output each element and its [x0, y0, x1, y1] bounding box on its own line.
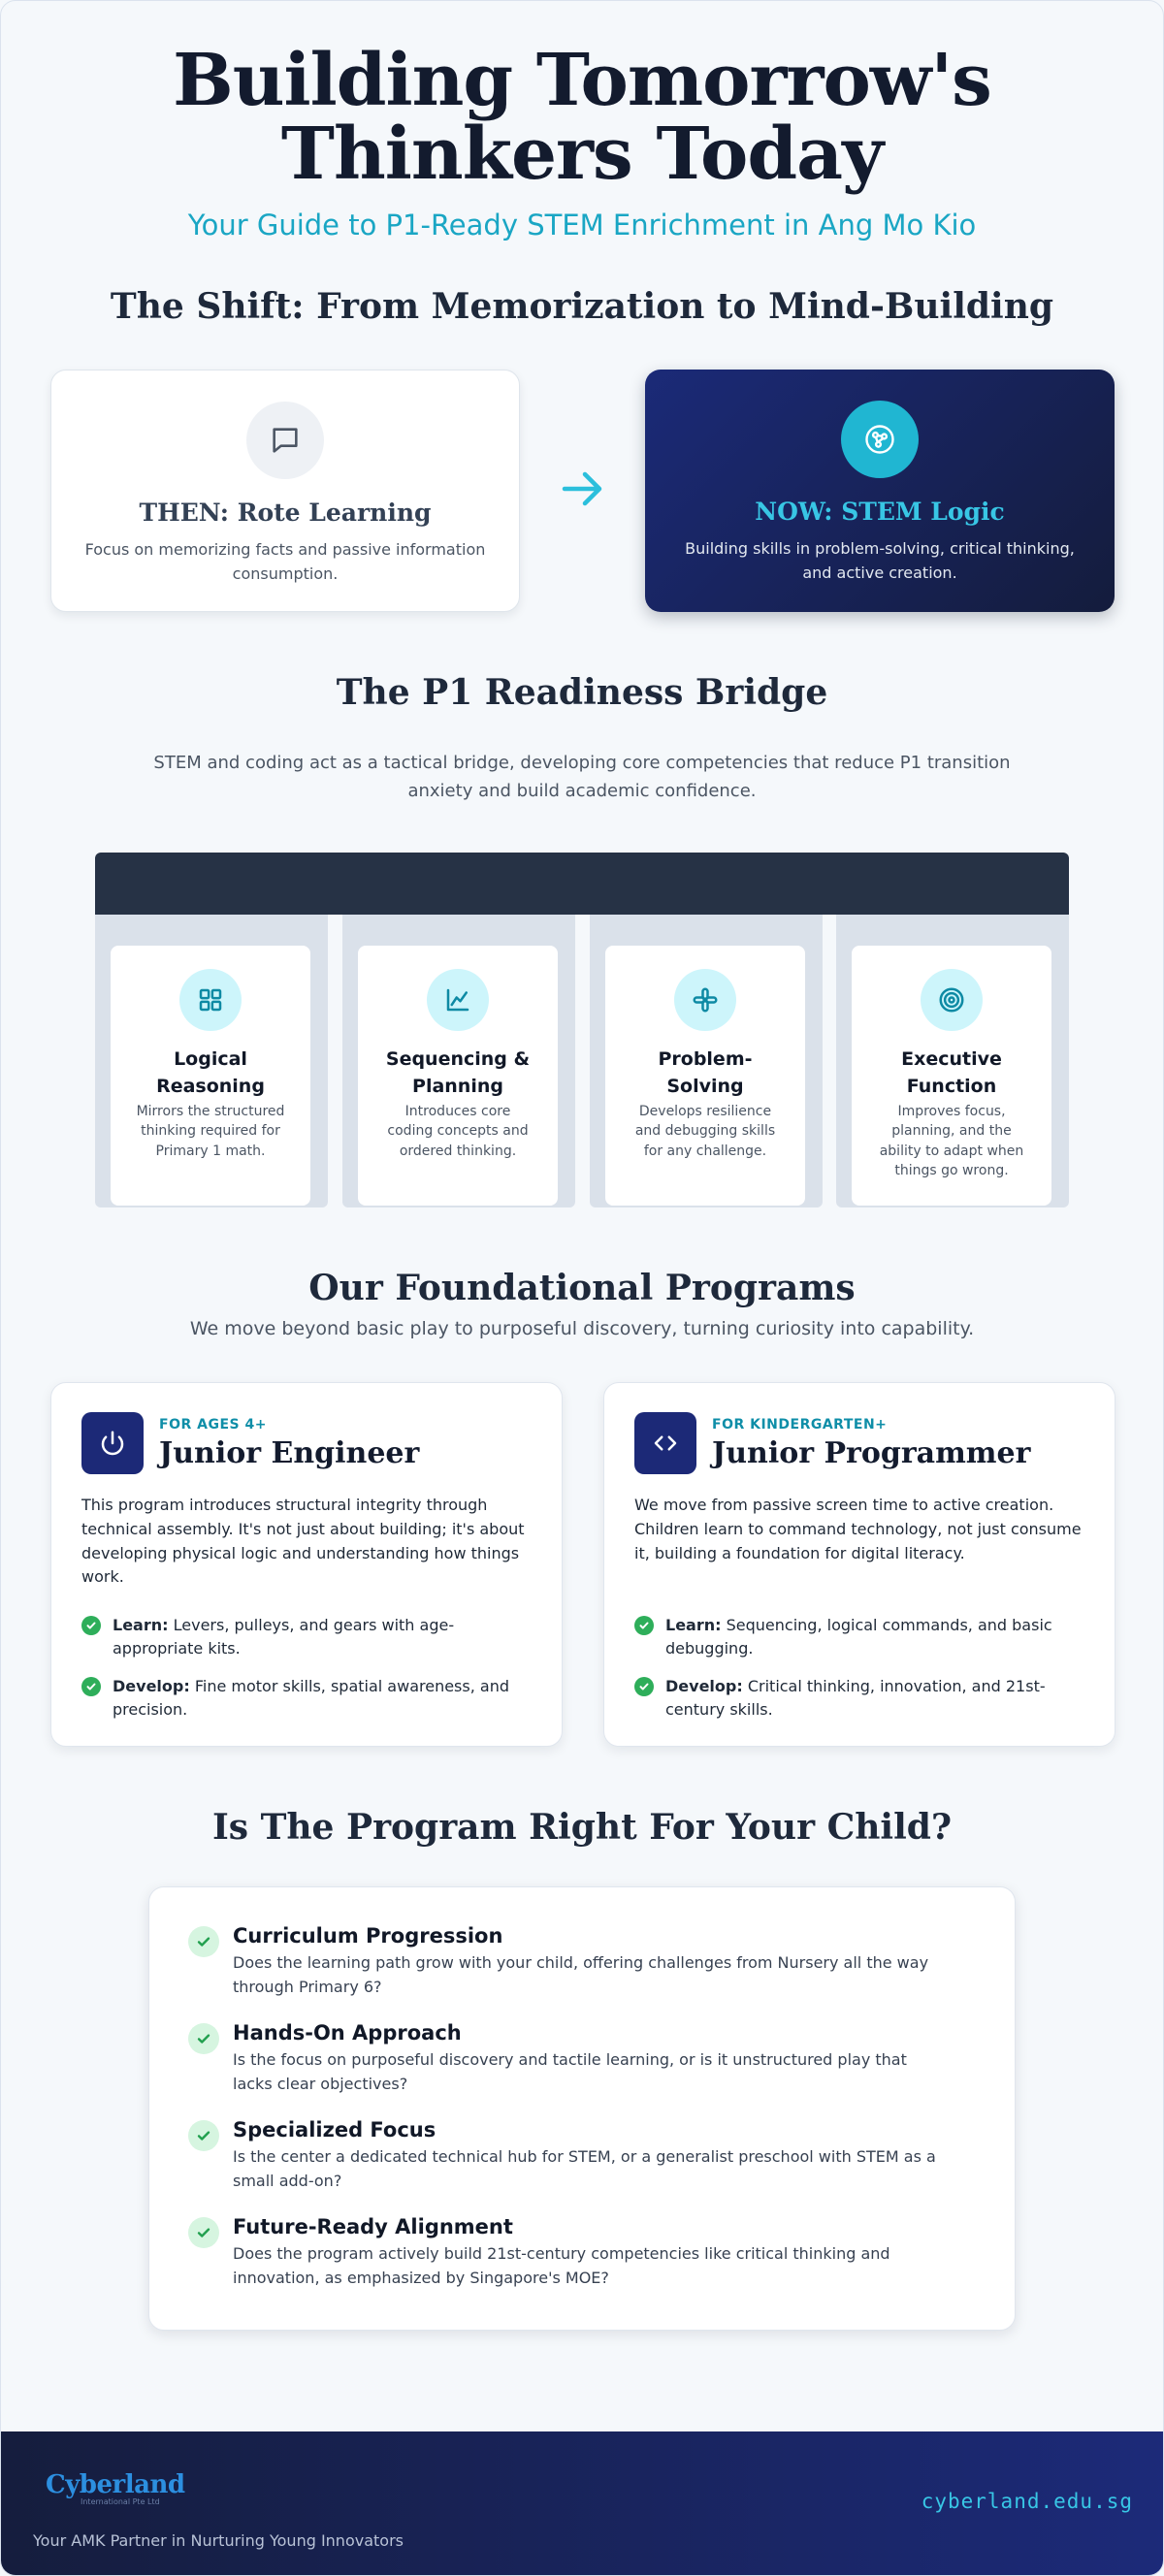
- program-name: Junior Engineer: [159, 1435, 420, 1470]
- criterion-text: Does the learning path grow with your child, offering challenges from Nursery all the way through Primary 6?: [233, 1953, 929, 1996]
- bridge-lead: STEM and coding act as a tactical bridge, developing core competencies that reduce P1 transition anxiety and build academic confidence.: [153, 753, 1011, 802]
- bridge-diagram: [95, 853, 1069, 1208]
- check-circle-icon: [81, 1616, 101, 1635]
- pillar-logical-reasoning: [95, 915, 328, 1208]
- then-card: [50, 370, 520, 612]
- program-description: This program introduces structural integrity through technical assembly. It's not just about building; it's about developing physical logic and understanding how things work.: [81, 1496, 525, 1587]
- brain-circuit-icon: [841, 401, 919, 478]
- programs-section: [1, 1268, 1163, 1747]
- pillar-card: [605, 946, 805, 1206]
- outcome-text: Levers, pulleys, and gears with age-appropriate kits.: [113, 1616, 455, 1658]
- check-icon: [188, 2120, 219, 2151]
- pillar-problem-solving: [590, 915, 823, 1208]
- fit-checklist: [148, 1886, 1016, 2331]
- program-header: [81, 1412, 532, 1474]
- page-subtitle: Your Guide to P1-Ready STEM Enrichment in Ang Mo Kio: [187, 209, 977, 242]
- bridge-deck: [95, 853, 1069, 915]
- outcome-label: Learn:: [665, 1616, 722, 1635]
- chart-icon: [427, 969, 489, 1031]
- check-icon: [188, 2023, 219, 2054]
- pillar-text: Introduces core coding concepts and ordered thinking.: [387, 1104, 529, 1159]
- shift-comparison: [1, 370, 1163, 612]
- program-header: [634, 1412, 1084, 1474]
- fit-title: Is The Program Right For Your Child?: [211, 1807, 953, 1849]
- pillar-title: Logical Reasoning: [156, 1048, 265, 1097]
- list-item: [81, 1614, 532, 1660]
- shift-title: The Shift: From Memorization to Mind-Building: [110, 286, 1054, 328]
- list-item: [634, 1614, 1084, 1660]
- outcome-text: Sequencing, logical commands, and basic debugging.: [665, 1616, 1052, 1658]
- now-heading: NOW: STEM Logic: [755, 498, 1005, 527]
- check-circle-icon: [634, 1677, 654, 1696]
- criterion-text: Is the center a dedicated technical hub for STEM, or a generalist preschool with STEM as a small add-on?: [233, 2147, 936, 2190]
- program-cards: [1, 1382, 1163, 1747]
- power-icon: [81, 1412, 144, 1474]
- criterion-title: Hands-On Approach: [233, 2021, 462, 2045]
- logo-wordmark: Cyberland: [46, 2470, 185, 2499]
- outcome-text: Critical thinking, innovation, and 21st-century skills.: [665, 1677, 1046, 1720]
- pillar-text: Improves focus, planning, and the ability to adapt when things go wrong.: [879, 1104, 1024, 1179]
- fit-section: [1, 1807, 1163, 2331]
- program-age-tag: FOR KINDERGARTEN+: [712, 1416, 888, 1433]
- bridge-title: The P1 Readiness Bridge: [336, 672, 828, 714]
- check-icon: [188, 2217, 219, 2248]
- website-link[interactable]: cyberland.edu.sg: [921, 2490, 1133, 2513]
- grid-icon: [179, 969, 242, 1031]
- pillar-executive-function: [836, 915, 1069, 1208]
- criterion-text: Is the focus on purposeful discovery and tactile learning, or is it unstructured play that lacks clear objectives?: [233, 2050, 907, 2093]
- now-text: Building skills in problem-solving, critical thinking, and active creation.: [685, 539, 1075, 583]
- program-card-junior-programmer: [603, 1382, 1116, 1747]
- bridge-section: [1, 672, 1163, 1208]
- program-name: Junior Programmer: [712, 1435, 1031, 1470]
- code-icon: [634, 1412, 696, 1474]
- cyberland-logo[interactable]: [46, 2470, 185, 2506]
- outcome-label: Learn:: [113, 1616, 169, 1635]
- check-circle-icon: [634, 1616, 654, 1635]
- hero-section: [1, 1, 1163, 242]
- check-icon: [188, 1926, 219, 1957]
- program-outcomes: [81, 1614, 532, 1722]
- pillar-text: Mirrors the structured thinking required for Primary 1 math.: [136, 1104, 285, 1159]
- now-card: [645, 370, 1115, 612]
- puzzle-icon: [674, 969, 736, 1031]
- check-circle-icon: [81, 1677, 101, 1696]
- list-item: [634, 1675, 1084, 1722]
- list-item: [188, 2215, 976, 2286]
- pillar-card: [358, 946, 558, 1206]
- list-item: [188, 2021, 976, 2092]
- criterion-title: Curriculum Progression: [233, 1924, 503, 1948]
- speech-bubble-icon: [246, 402, 324, 479]
- list-item: [81, 1675, 532, 1722]
- pillar-sequencing-planning: [342, 915, 575, 1208]
- arrow-right-icon: [559, 465, 607, 513]
- outcome-label: Develop:: [113, 1677, 190, 1696]
- target-icon: [921, 969, 983, 1031]
- pillar-card: [111, 946, 310, 1206]
- program-age-tag: FOR AGES 4+: [159, 1416, 267, 1433]
- pillar-title: Problem-Solving: [658, 1048, 753, 1097]
- outcome-label: Develop:: [665, 1677, 743, 1696]
- criterion-title: Specialized Focus: [233, 2118, 436, 2142]
- shift-section: [1, 286, 1163, 612]
- logo-subtitle: International Pte Ltd: [81, 2497, 160, 2506]
- then-heading: THEN: Rote Learning: [139, 499, 432, 528]
- page-title: Building Tomorrow's Thinkers Today: [173, 39, 991, 197]
- programs-title: Our Foundational Programs: [308, 1268, 856, 1309]
- footer-tagline: Your AMK Partner in Nurturing Young Innovators: [33, 2531, 404, 2550]
- outcome-text: Fine motor skills, spatial awareness, and precision.: [113, 1677, 509, 1720]
- list-item: [188, 1924, 976, 1995]
- programs-lead: We move beyond basic play to purposeful discovery, turning curiosity into capability.: [189, 1318, 975, 1340]
- pillar-text: Develops resilience and debugging skills for any challenge.: [634, 1104, 776, 1159]
- pillar-card: [852, 946, 1051, 1206]
- program-description: We move from passive screen time to active creation. Children learn to command technology, not just consume it, building a foundation for digital literacy.: [634, 1496, 1082, 1562]
- list-item: [188, 2118, 976, 2189]
- then-text: Focus on memorizing facts and passive information consumption.: [84, 540, 486, 584]
- criterion-text: Does the program actively build 21st-century competencies like critical thinking and innovation, as emphasized by Singapore's MOE?: [233, 2244, 890, 2287]
- pillar-title: Executive Function: [901, 1048, 1002, 1097]
- pillar-title: Sequencing & Planning: [385, 1048, 531, 1097]
- footer: [1, 2431, 1164, 2575]
- program-outcomes: [634, 1614, 1084, 1722]
- criterion-title: Future-Ready Alignment: [233, 2215, 513, 2239]
- program-card-junior-engineer: [50, 1382, 563, 1747]
